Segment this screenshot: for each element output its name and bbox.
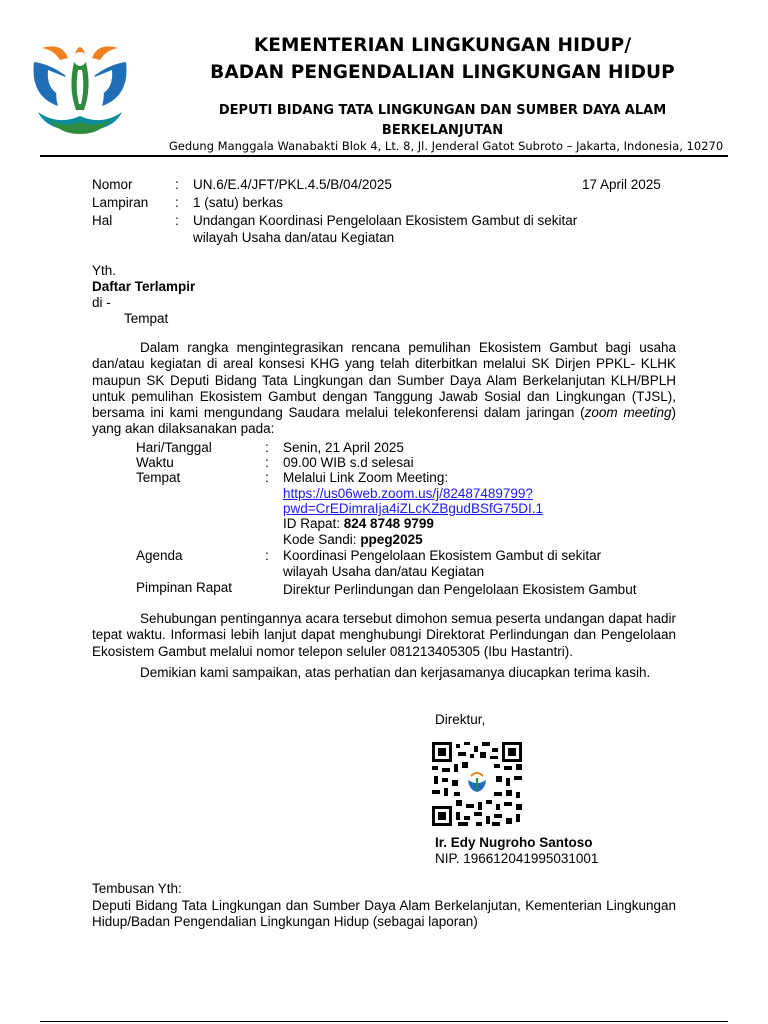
- signatory-title: Direktur,: [435, 712, 486, 727]
- ministry-name-line1: KEMENTERIAN LINGKUNGAN HIDUP/: [253, 35, 632, 56]
- hal-value-line1: Undangan Koordinasi Pengelolaan Ekosistem Gambut di sekitar: [193, 213, 578, 228]
- ministry-name-line2: BADAN PENGENDALIAN LINGKUNGAN HIDUP: [210, 62, 675, 83]
- deputy-name-line1: DEPUTI BIDANG TATA LINGKUNGAN DAN SUMBER DAYA ALAM: [218, 103, 667, 118]
- cc-text: Deputi Bidang Tata Lingkungan dan Sumber Daya Alam Berkelanjutan, Kementerian Lingkungan Hidup/Badan Pengendalian Lingkungan Hidup (sebagai laporan): [92, 898, 676, 930]
- nomor-value: UN.6/E.4/JFT/PKL.4.5/B/04/2025: [193, 177, 392, 192]
- office-address: Gedung Manggala Wanabakti Blok 4, Lt. 8, Jl. Jenderal Gatot Subroto – Jakarta, Indonesia, 10270: [168, 139, 724, 153]
- meeting-id-label: ID Rapat:: [283, 516, 344, 531]
- passcode-label: Kode Sandi:: [283, 532, 361, 547]
- intro-text-end: ) yang akan dilaksanakan pada:: [92, 405, 676, 437]
- meeting-passcode: [283, 532, 423, 547]
- nomor-label: Nomor: [92, 177, 133, 192]
- intro-text: Dalam rangka mengintegrasikan rencana pemulihan Ekosistem Gambut bagi usaha dan/atau kegiatan di areal konsesi KHG yang telah diterbitkan melalui SK Dirjen PPKL- KLHK maupun SK Deputi Bidang Tata Lingkungan dan Sumber Daya Alam Berkelanjutan KLH/BPLH untuk pemulihan Ekosistem Gambut dengan Tanggung Jawab Sosial dan Lingkungan (TJSL), bersama ini kami mengundang Saudara melalui telekonferensi dalam jaringan (: [92, 340, 676, 421]
- recipient-name: Daftar Terlampir: [92, 279, 196, 294]
- closing-thanks: Demikian kami sampaikan, atas perhatian dan kerjasamanya diucapkan terima kasih.: [140, 665, 651, 680]
- tempat-colon: :: [265, 470, 269, 485]
- chair-value: Direktur Perlindungan dan Pengelolaan Ekosistem Gambut: [283, 582, 637, 597]
- tempat-label: Tempat: [136, 470, 181, 485]
- hari-colon: :: [265, 440, 269, 455]
- zoom-link-line2[interactable]: pwd=CrEDimraIja4iZLcKZBgudBSfG75DI.1: [283, 501, 543, 516]
- agenda-label: Agenda: [136, 548, 183, 563]
- header-divider: [40, 155, 728, 157]
- nomor-colon: :: [175, 177, 179, 192]
- hal-value-line2: wilayah Usaha dan/atau Kegiatan: [193, 230, 395, 245]
- waktu-label: Waktu: [136, 455, 174, 470]
- cc-label: Tembusan Yth:: [92, 881, 182, 896]
- signatory-nip: NIP. 196612041995031001: [435, 851, 599, 866]
- recipient-yth: Yth.: [92, 263, 117, 278]
- agenda-colon: :: [265, 548, 269, 563]
- hal-label: Hal: [92, 213, 113, 228]
- hari-value: Senin, 21 April 2025: [283, 440, 404, 455]
- deputy-name-line2: BERKELANJUTAN: [381, 123, 504, 138]
- lampiran-label: Lampiran: [92, 195, 149, 210]
- agenda-value-line2: wilayah Usaha dan/atau Kegiatan: [283, 564, 485, 579]
- meeting-id: [283, 516, 434, 531]
- hari-label: Hari/Tanggal: [136, 440, 212, 455]
- ministry-logo: [28, 40, 132, 140]
- footer-divider: [40, 1021, 728, 1022]
- hal-colon: :: [175, 213, 179, 228]
- letter-date: 17 April 2025: [582, 177, 661, 192]
- recipient-di: di -: [92, 295, 111, 310]
- signature-qr-code: [432, 742, 522, 826]
- meeting-id-value: 824 8748 9799: [343, 516, 434, 531]
- signatory-name: Ir. Edy Nugroho Santoso: [435, 835, 593, 850]
- zoom-link-line1[interactable]: https://us06web.zoom.us/j/82487489799?: [283, 486, 533, 501]
- agenda-value-line1: Koordinasi Pengelolaan Ekosistem Gambut di sekitar: [283, 548, 602, 563]
- waktu-colon: :: [265, 455, 269, 470]
- intro-paragraph: [92, 340, 676, 438]
- tempat-value: Melalui Link Zoom Meeting:: [283, 470, 449, 485]
- passcode-value: ppeg2025: [360, 532, 423, 547]
- lampiran-value: 1 (satu) berkas: [193, 195, 284, 210]
- lampiran-colon: :: [175, 195, 179, 210]
- chair-label: Pimpinan Rapat: [136, 580, 233, 595]
- deputy-name: [170, 101, 715, 141]
- intro-emphasis: zoom meeting: [584, 405, 672, 421]
- recipient-place: Tempat: [124, 311, 169, 326]
- waktu-value: 09.00 WIB s.d selesai: [283, 455, 414, 470]
- closing-paragraph: Sehubungan pentingannya acara tersebut dimohon semua peserta undangan dapat hadir tepat waktu. Informasi lebih lanjut dapat menghubungi Direktorat Perlindungan dan Pengelolaan Ekosistem Gambut melalui nomor telepon seluler 081213405305 (Ibu Hastantri).: [92, 611, 676, 659]
